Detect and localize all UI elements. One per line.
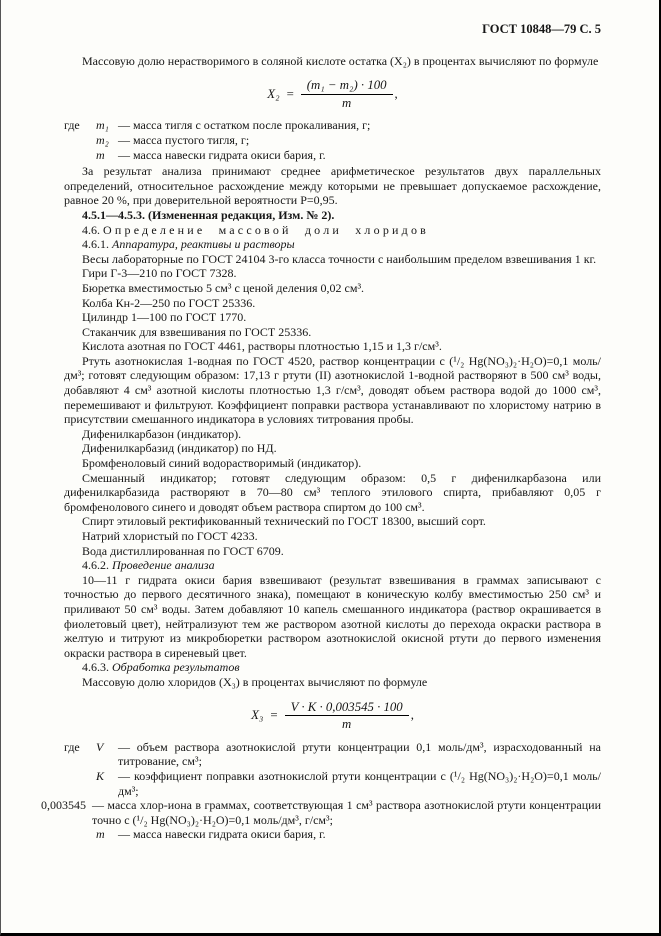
reagent-item: Кислота азотная по ГОСТ 4461, растворы плотностью 1,15 и 1,3 г/см³.: [82, 339, 442, 354]
where-definition: — объем раствора азотнокислой ртути концентрации 0,1 моль/дм³, израсходованный на титрование, см³;: [118, 739, 601, 769]
section-title: Определение массовой доли хлоридов: [103, 222, 430, 237]
where-label: где: [64, 739, 80, 754]
fraction-denominator: m: [342, 95, 352, 110]
where-term: m₂: [96, 132, 109, 147]
reagent-item: Гири Г-3—210 по ГОСТ 7328.: [82, 266, 237, 281]
reagent-item: Стаканчик для взвешивания по ГОСТ 25336.: [82, 324, 312, 339]
section-number: 4.6.1.: [82, 237, 109, 252]
section-4-6-2-heading: [64, 558, 601, 573]
where-term: V: [96, 739, 104, 754]
where-list-x3: [41, 739, 601, 842]
where-item: [64, 118, 601, 133]
section-title: Аппаратура, реактивы и растворы: [112, 237, 295, 252]
section-title: Обработка результатов: [112, 660, 240, 675]
reagent-item: Спирт этиловый ректификованный технический по ГОСТ 18300, высший сорт.: [82, 514, 486, 529]
where-term: 0,003545: [41, 798, 86, 813]
reagent-item: Натрий хлористый по ГОСТ 4233.: [82, 529, 258, 543]
where-definition: — масса навески гидрата окиси бария, г.: [118, 147, 326, 162]
where-definition: — коэффициент поправки азотнокислой ртути концентрации с (¹/₂ Hg(NO₃)₂·H₂O)=0,1 моль/дм³;: [118, 768, 601, 798]
formula-lhs: X₃: [251, 708, 264, 723]
formula-suffix: ,: [394, 86, 398, 101]
reagent-item: Весы лабораторные по ГОСТ 24104 3-го класса точности с наибольшим пределом взвешивания 1 кг.: [82, 251, 597, 266]
formula-lhs: X₂: [267, 86, 280, 101]
reagent-item: Дифенилкарбазид (индикатор) по НД.: [82, 441, 277, 456]
intro-x3-paragraph: Массовую долю хлоридов (X₃) в процентах вычисляют по формуле: [82, 674, 428, 689]
amendment-number: 4.5.1—4.5.3.: [82, 207, 145, 222]
formula-x3: [64, 700, 601, 732]
result-note-paragraph: За результат анализа принимают среднее арифметическое результатов двух параллельных определений, относительное расхождение между которыми не превышает допускаемое расхождение, равное 20 %, при доверительной вероятности Р=0,95.: [64, 164, 601, 208]
intro-x2-paragraph: Массовую долю нерастворимого в соляной кислоте остатка (X₂) в процентах вычисляют по формуле: [82, 53, 599, 68]
reagent-item: Цилиндр 1—100 по ГОСТ 1770.: [82, 310, 247, 325]
reagent-item: Ртуть азотнокислая 1-водная по ГОСТ 4520, раствор концентрации с (¹/₂ Hg(NO₃)₂·H₂O)=0,1 моль/дм³; готовят следующим образом: 17,13 г ртути (II) азотнокислой 1-водной растворяют в 500 см³ воды, добавляют 4 см³ азотной кислоты плотностью 1,3 г/см³, доводят объем раствора водой до 1000 см³, перемешивают и фильтруют. Коэффициент поправки раствора устанавливают по хлористому натрию в присутствии смешанного индикатора в условиях титрования пробы.: [64, 353, 601, 427]
fraction-denominator: m: [342, 717, 352, 732]
formula: [251, 700, 414, 732]
where-definition: — масса тигля с остатком после прокаливания, г;: [118, 118, 371, 133]
where-term: K: [96, 768, 105, 783]
where-term: m₁: [96, 118, 109, 133]
section-number: 4.6.2.: [82, 558, 109, 573]
where-definition: — масса пустого тигля, г;: [118, 132, 250, 147]
reagent-item: Бюретка вместимостью 5 см³ с ценой деления 0,02 см³.: [82, 280, 365, 295]
equals-sign: =: [270, 708, 278, 723]
doc-reference: ГОСТ 10848—79 С. 5: [482, 22, 601, 36]
analysis-paragraph: 10—11 г гидрата окиси бария взвешивают (результат взвешивания в граммах записывают с точностью до первого десятичного знака), помещают в коническую колбу вместимостью 250 см³ и приливают 50 см³ воды. Затем добавляют 10 капель смешанного индикатора (раствор окрашивается в фиолетовый цвет), нейтрализуют тем же раствором азотной кислоты до перехода окраски раствора в желтую и титруют из микробюретки раствором азотнокислой окисной ртути до первого изменения окраски раствора в сиреневый цвет.: [64, 572, 601, 660]
reagent-item: Бромфеноловый синий водорастворимый (индикатор).: [82, 456, 362, 471]
where-item: [41, 798, 601, 827]
formula-x2: [64, 78, 601, 110]
section-4-6-3-heading: [64, 660, 601, 675]
section-4-6-heading: [64, 223, 601, 238]
where-term: m: [96, 827, 105, 842]
reagent-item: Смешанный индикатор; готовят следующим образом: 0,5 г дифенилкарбазона или дифенилкарбазида растворяют в 70—80 см³ теплого этилового спирта, прибавляют 0,05 г бромфенолового синего и доводят объем раствора спиртом до 100 см³.: [64, 470, 601, 514]
fraction: [301, 78, 393, 110]
formula-suffix: ,: [410, 708, 414, 723]
where-item: [64, 133, 601, 148]
where-item: [64, 740, 601, 769]
where-term: m: [96, 147, 105, 162]
reagent-item: Дифенилкарбазон (индикатор).: [82, 426, 242, 441]
section-number: 4.6.: [82, 222, 100, 237]
fraction-numerator: (m₁ − m₂) · 100: [301, 78, 393, 95]
reagent-item: Колба Кн-2—250 по ГОСТ 25336.: [82, 295, 256, 310]
where-label: где: [64, 118, 80, 133]
fraction-numerator: V · K · 0,003545 · 100: [285, 700, 409, 717]
formula: [267, 78, 397, 110]
where-item: [64, 827, 601, 842]
where-item: [64, 148, 601, 163]
where-item: [64, 769, 601, 798]
reagent-item: Вода дистиллированная по ГОСТ 6709.: [82, 543, 284, 558]
amendment-text: (Измененная редакция, Изм. № 2).: [148, 207, 335, 222]
fraction: [285, 700, 409, 732]
section-4-6-1-heading: [64, 237, 601, 252]
where-list-x2: [64, 118, 601, 162]
section-number: 4.6.3.: [82, 660, 109, 675]
equals-sign: =: [286, 86, 294, 101]
where-definition: — масса хлор-иона в граммах, соответствующая 1 см³ раствора азотнокислой ртути концентрации точно с (¹/₂ Hg(NO₃)₂·H₂O)=0,1 моль/дм³, г/см³;: [92, 798, 601, 827]
section-title: Проведение анализа: [112, 558, 215, 573]
where-definition: — масса навески гидрата окиси бария, г.: [118, 827, 326, 842]
amendment-note: [64, 208, 601, 223]
